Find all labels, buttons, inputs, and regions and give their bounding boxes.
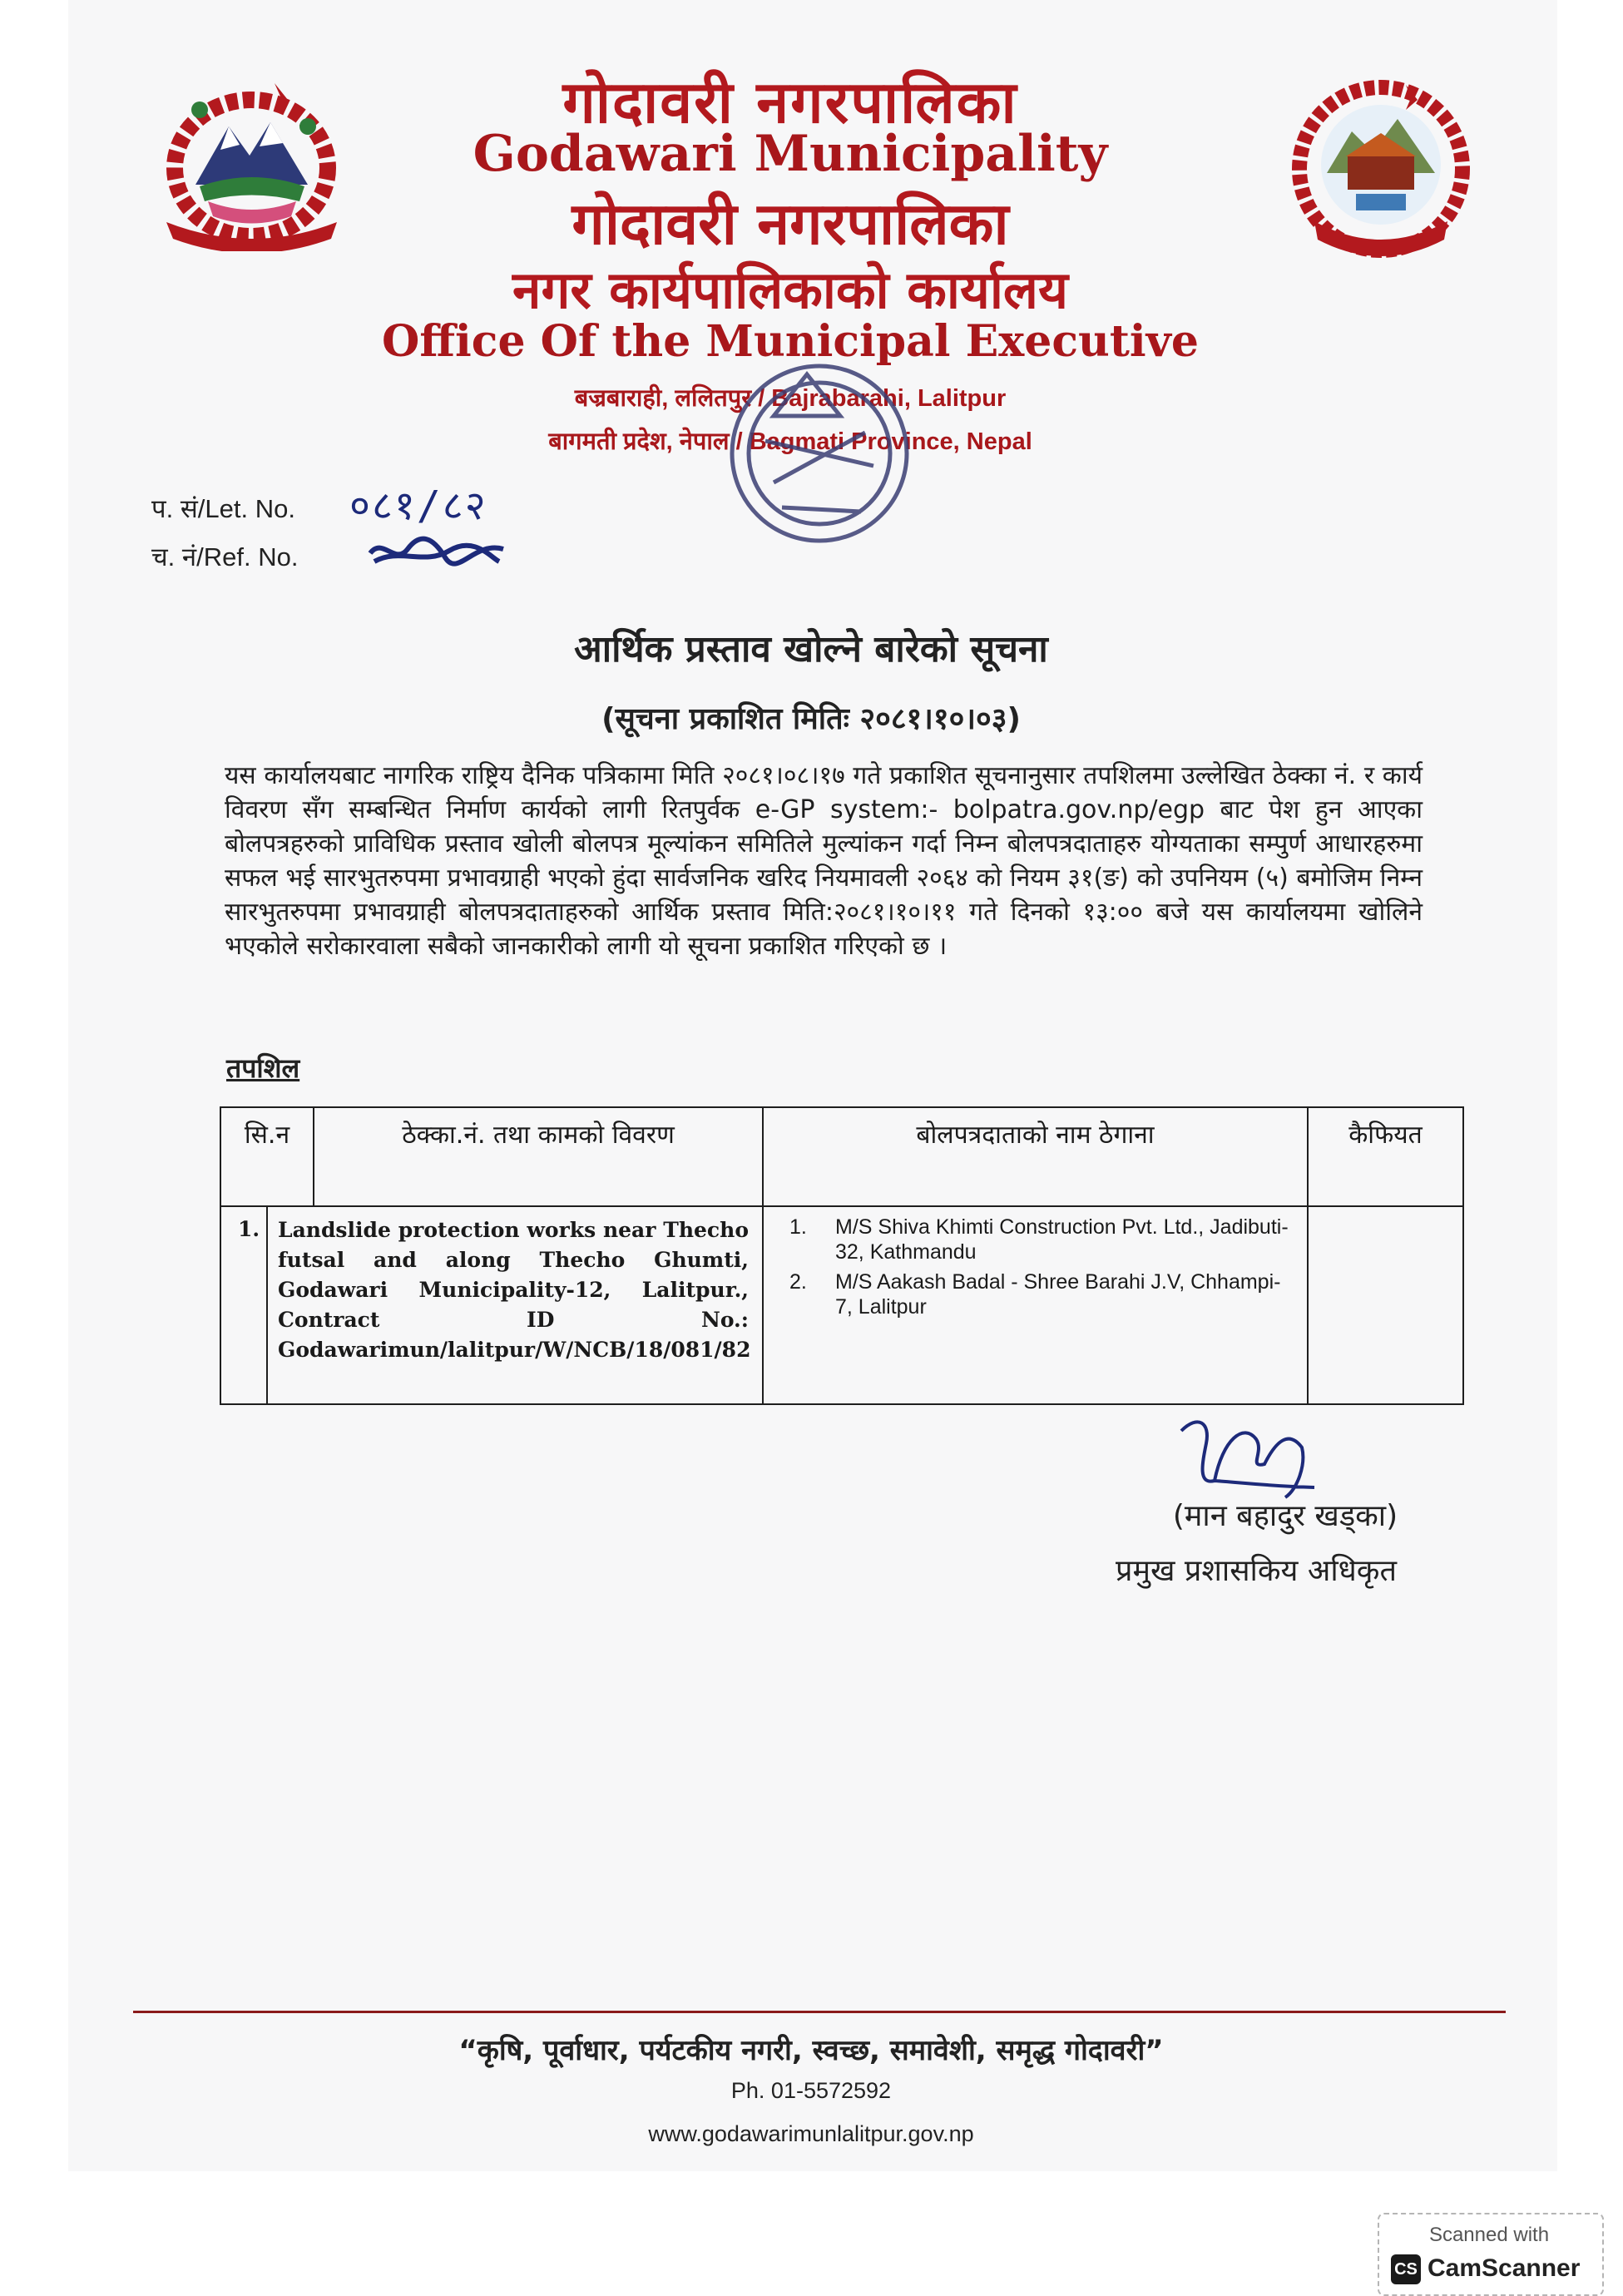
signatory-name: (मान बहादुर खड्का) bbox=[1172, 1499, 1398, 1533]
bidder-list bbox=[764, 1208, 1306, 1319]
handwritten-signature bbox=[1165, 1406, 1323, 1506]
bidder-number: 2. bbox=[789, 1270, 807, 1294]
row-remarks bbox=[1308, 1206, 1463, 1404]
header-serial: सि.न bbox=[220, 1107, 314, 1206]
municipality-name-stylized: गोदावरी नगरपालिका bbox=[572, 189, 1009, 258]
bidder-name: M/S Shiva Khimti Construction Pvt. Ltd., Jadibuti-32, Kathmandu bbox=[835, 1215, 1289, 1264]
bidder-number: 1. bbox=[789, 1215, 807, 1239]
nepal-emblem-logo bbox=[150, 77, 354, 251]
camscanner-logo-icon: CS bbox=[1391, 2254, 1421, 2284]
watermark-caption: Scanned with bbox=[1428, 2224, 1550, 2246]
address-line-2: बागमती प्रदेश, नेपाल / Bagmati Province, Nepal bbox=[548, 428, 1032, 455]
letter-number-label: प. सं/Let. No. bbox=[151, 494, 295, 523]
letter-number-value: ०८१/८२ bbox=[349, 482, 487, 529]
footer-phone: Ph. 01-5572592 bbox=[730, 2078, 892, 2103]
details-heading: तपशिल bbox=[226, 1052, 300, 1084]
footer-website: www.godawarimunlalitpur.gov.np bbox=[648, 2121, 974, 2146]
row-work-description: Landslide protection works near Thecho futsal and along Thecho Ghumti, Godawari Municipality-12, Lalitpur., Contract ID No.: Godawarimun/lalitpur/W/NCB/18/081/82 bbox=[266, 1207, 762, 1403]
table-header-row bbox=[220, 1107, 1463, 1206]
municipality-name-nepali: गोदावरी नगरपालिका bbox=[562, 68, 1018, 136]
address-line-1: बज्रबाराही, ललितपुर / Bajrabarahi, Lalitpur bbox=[574, 385, 1007, 412]
header-contract-description: ठेक्का.नं. तथा कामको विवरण bbox=[314, 1107, 763, 1206]
row-serial-and-work-cell bbox=[220, 1206, 763, 1404]
contract-table bbox=[220, 1106, 1464, 1405]
notice-title: आर्थिक प्रस्ताव खोल्ने बारेको सूचना bbox=[574, 628, 1048, 670]
row-bidders-cell bbox=[763, 1206, 1308, 1404]
table-row bbox=[220, 1206, 1463, 1404]
header-bidder-name-address: बोलपत्रदाताको नाम ठेगाना bbox=[763, 1107, 1308, 1206]
notice-published-date: (सूचना प्रकाशित मितिः २०८१।१०।०३) bbox=[601, 702, 1021, 736]
notice-body: यस कार्यालयबाट नागरिक राष्ट्रिय दैनिक पत्रिकामा मिति २०८१।०८।१७ गते प्रकाशित सूचनानुसार तपशिलमा उल्लेखित ठेक्का नं. र कार्य विवरण सँग सम्बन्धित निर्माण कार्यको लागी रितपुर्वक e-GP system:- bolpatra.gov.np/egp बाट पेश हुन आएका बोलपत्रहरुको प्राविधिक प्रस्ताव खोली बोलपत्र मूल्यांकन समितिले मुल्यांकन गर्दा निम्न बोलपत्रदाताहरु योग्यताका सम्पुर्ण आधारहरुमा सफल भई सारभुतरुपमा प्रभावग्राही भएको हुंदा सार्वजनिक खरिद नियमावली २०६४ को नियम ३१(ङ) को उपनियम (५) बमोजिम निम्न सारभुतरुपमा प्रभावग्राही बोलपत्रदाताहरुको आर्थिक प्रस्ताव मिति:२०८१।१०।११ गते दिनको १३:०० बजे यस कार्यालयमा खोलिने भएकोले सरोकारवाला सबैको जानकारीको लागी यो सूचना प्रकाशित गरिएको छ । bbox=[225, 761, 1423, 961]
municipality-logo bbox=[1281, 73, 1481, 265]
watermark-brand: CamScanner bbox=[1428, 2254, 1581, 2282]
bidder-item bbox=[789, 1215, 1298, 1264]
bidder-item bbox=[789, 1269, 1298, 1319]
row-serial-number: 1. bbox=[238, 1217, 260, 1241]
footer-motto: “कृषि, पूर्वाधार, पर्यटकीय नगरी, स्वच्छ, समावेशी, समृद्ध गोदावरी” bbox=[458, 2034, 1164, 2067]
municipality-name-english: Godawari Municipality bbox=[473, 125, 1108, 183]
header-remarks: कैफियत bbox=[1308, 1107, 1463, 1206]
footer-divider bbox=[133, 2011, 1506, 2013]
official-stamp bbox=[715, 341, 923, 570]
signatory-title: प्रमुख प्रशासकिय अधिकृत bbox=[1116, 1554, 1397, 1588]
scribbled-reference-number bbox=[366, 532, 507, 574]
office-name-english: Office Of the Municipal Executive bbox=[382, 316, 1199, 367]
bidder-name: M/S Aakash Badal - Shree Barahi J.V, Chhampi-7, Lalitpur bbox=[835, 1270, 1281, 1319]
office-name-nepali: नगर कार्यपालिकाको कार्यालय bbox=[512, 260, 1068, 320]
reference-number-label: च. नं/Ref. No. bbox=[151, 542, 299, 572]
